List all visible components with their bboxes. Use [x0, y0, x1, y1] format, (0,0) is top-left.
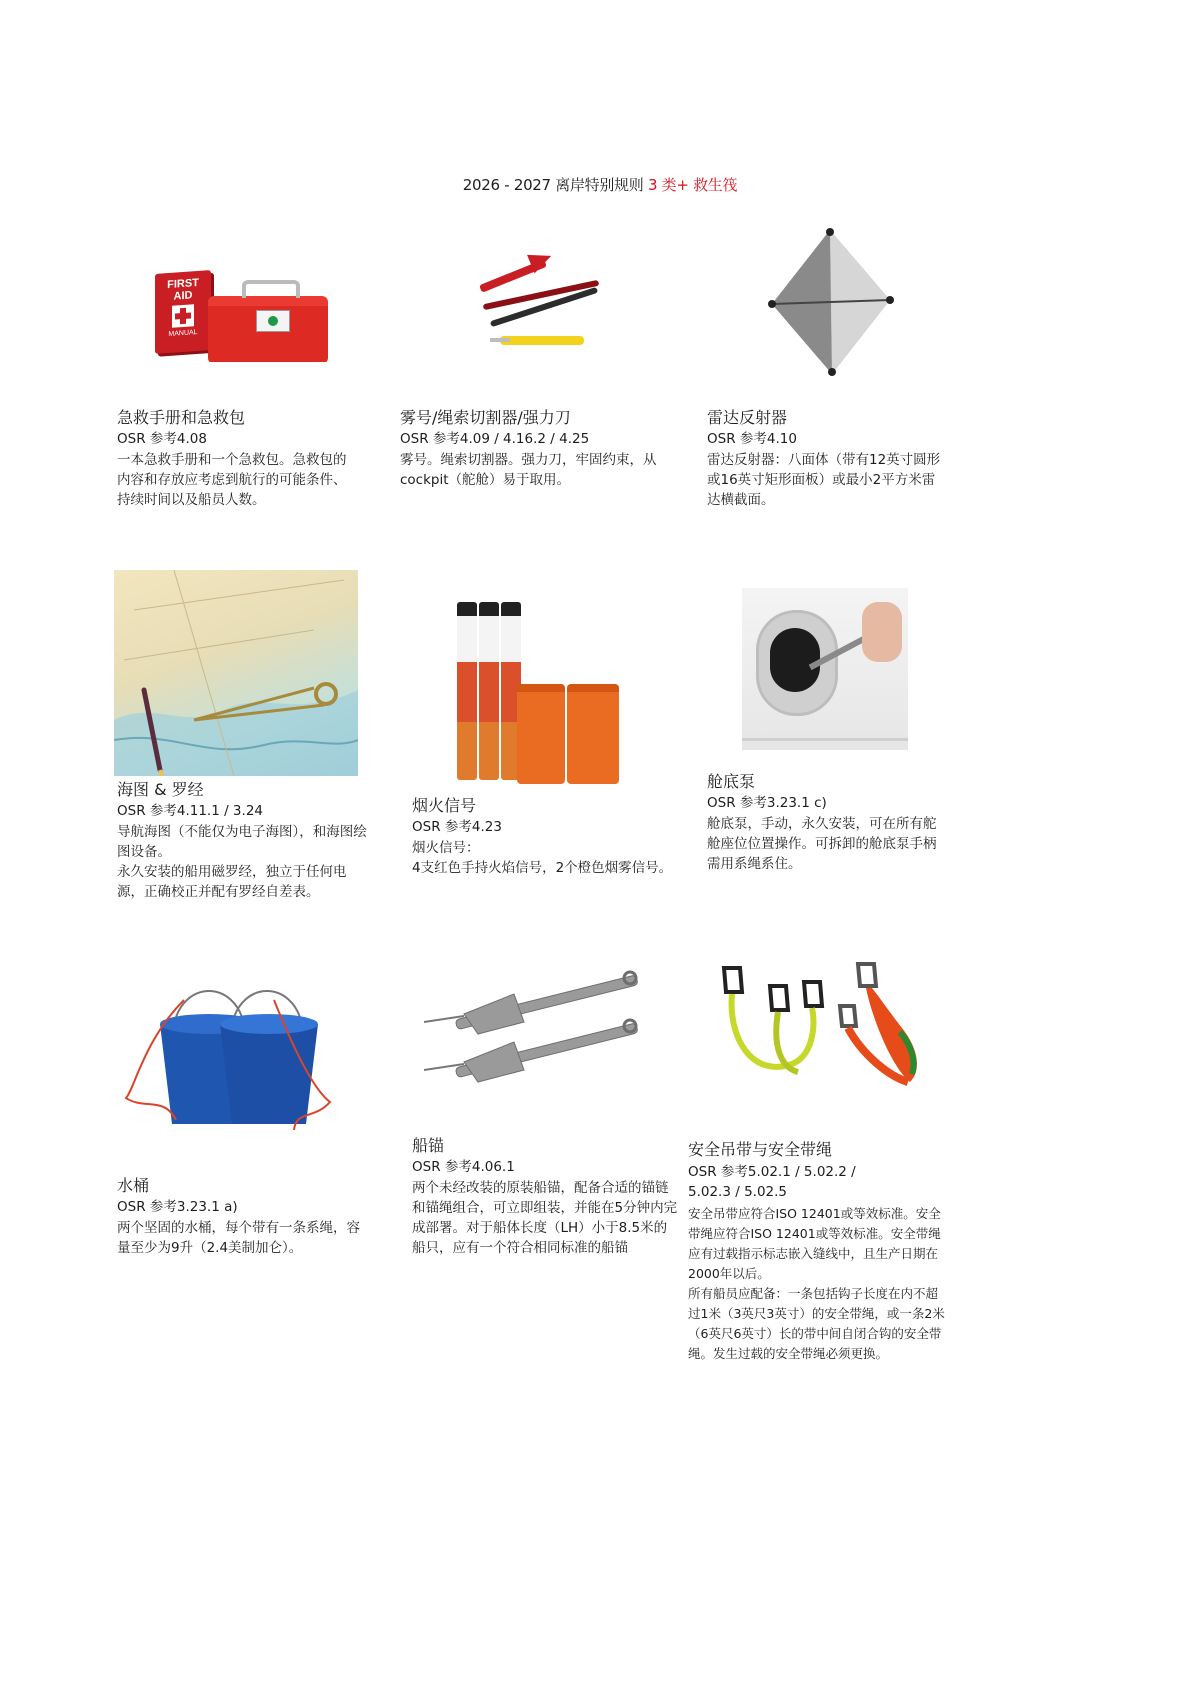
item-name: 水桶: [117, 1176, 150, 1195]
item-desc-paragraph: 所有船员应配备：一条包括钩子长度在内不超过1米（3英尺3英寸）的安全带绳，或一条2米（6英尺6英寸）长的带中间自闭合钩的安全带绳。发生过载的安全带绳必须更换。: [688, 1286, 945, 1361]
item-desc-paragraph: 永久安装的船用磁罗经，独立于任何电源，正确校正并配有罗经自差表。: [117, 864, 347, 900]
page-title-highlight: 3 类+ 救生筏: [647, 176, 738, 194]
flare-icon: [479, 602, 499, 780]
item-ref: OSR 参考4.10: [707, 431, 797, 447]
page-title-prefix: 2026 - 2027 离岸特别规则: [462, 176, 648, 194]
manual-text-manual: MANUAL: [168, 328, 198, 339]
item-desc: [117, 822, 372, 902]
first-aid-kit-image: [150, 266, 340, 362]
tether-icon: [712, 958, 940, 1092]
flare-icon: [457, 602, 477, 780]
item-desc: [412, 838, 692, 878]
item-ref: [688, 1162, 893, 1202]
item-desc: [688, 1204, 950, 1364]
item-ref-text: OSR 参考5.02.1 / 5.02.2 / 5.02.3 / 5.02.5: [688, 1164, 856, 1200]
item-desc: [412, 1178, 680, 1258]
item-desc-paragraph: 舱底泵，手动，永久安装，可在所有舵舱座位位置操作。可拆卸的舱底泵手柄需用系绳系住。: [707, 816, 937, 872]
item-name: 雾号/绳索切割器/强力刀: [400, 408, 571, 427]
item-ref: OSR 参考3.23.1 c): [707, 795, 827, 811]
item-desc: [707, 814, 937, 874]
hand-icon: [862, 602, 902, 662]
buckets-icon: [124, 980, 334, 1134]
item-ref: OSR 参考4.23: [412, 819, 502, 835]
first-aid-manual-icon: [155, 270, 211, 354]
item-ref: OSR 参考4.06.1: [412, 1159, 515, 1175]
manual-cross-icon: [172, 304, 194, 328]
page-title: [0, 174, 1200, 195]
item-ref: OSR 参考4.11.1 / 3.24: [117, 803, 263, 819]
item-desc: [117, 1218, 362, 1258]
harness-tethers-image: [712, 958, 940, 1092]
pump-diaphragm-icon: [770, 628, 820, 692]
item-name: 雷达反射器: [707, 408, 788, 427]
first-aid-box-icon: [208, 296, 328, 362]
item-name: 急救手册和急救包: [117, 408, 246, 427]
radar-reflector-image: [752, 226, 912, 378]
anchor-icon: [424, 964, 648, 1084]
buckets-image: [124, 980, 334, 1134]
item-desc-paragraph: 雷达反射器：八面体（带有12英寸圆形或16英寸矩形面板）或最小2平方米雷达横截面。: [707, 452, 941, 508]
radar-reflector-icon: [752, 226, 912, 378]
item-desc-paragraph: 4支红色手持火焰信号，2个橙色烟雾信号。: [412, 860, 673, 876]
bilge-pump-image: [742, 588, 908, 750]
item-name: 海图 & 罗经: [117, 780, 204, 799]
knife-icon: [500, 336, 584, 345]
box-handle-icon: [242, 280, 300, 298]
item-desc-paragraph: 两个未经改装的原装船锚，配备合适的锚链和锚绳组合，可立即组装，并能在5分钟内完成部署。对于船体长度（LH）小于8.5米的船只，应有一个符合相同标准的船锚: [412, 1180, 678, 1256]
nautical-chart-image: [114, 570, 358, 776]
item-desc-paragraph: 两个坚固的水桶，每个带有一条系绳，容量至少为9升（2.4美制加仑）。: [117, 1220, 360, 1256]
smoke-canister-icon: [567, 684, 619, 784]
item-desc-paragraph: 烟火信号：: [412, 840, 480, 856]
manual-text-aid: AID: [173, 289, 193, 303]
item-desc: [400, 450, 660, 490]
item-desc-paragraph: 雾号。绳索切割器。强力刀，牢固约束，从 cockpit（舵舱）易于取用。: [400, 452, 657, 488]
item-name: 烟火信号: [412, 796, 477, 815]
item-desc-paragraph: 一本急救手册和一个急救包。急救包的内容和存放应考虑到航行的可能条件、持续时间以及船员人数。: [117, 452, 347, 508]
item-ref: OSR 参考3.23.1 a): [117, 1199, 238, 1215]
item-desc-paragraph: 导航海图（不能仅为电子海图），和海图绘图设备。: [117, 824, 367, 860]
smoke-canister-icon: [517, 684, 565, 784]
item-name: 舱底泵: [707, 772, 756, 791]
flares-image: [455, 598, 623, 784]
manual-text-first: FIRST: [167, 276, 199, 292]
item-name: 安全吊带与安全带绳: [688, 1140, 833, 1159]
item-ref: OSR 参考4.08: [117, 431, 207, 447]
item-desc-paragraph: 安全吊带应符合ISO 12401或等效标准。安全带绳应符合ISO 12401或等效标准。安全带绳应有过载指示标志嵌入缝线中，且生产日期在2000年以后。: [688, 1206, 941, 1281]
item-desc: [707, 450, 947, 510]
item-name: 船锚: [412, 1136, 445, 1155]
foghorn-cutter-knife-image: [470, 246, 620, 352]
item-desc: [117, 450, 357, 510]
item-ref: OSR 参考4.09 / 4.16.2 / 4.25: [400, 431, 590, 447]
chart-and-dividers-icon: [114, 570, 358, 776]
anchors-image: [424, 964, 648, 1084]
